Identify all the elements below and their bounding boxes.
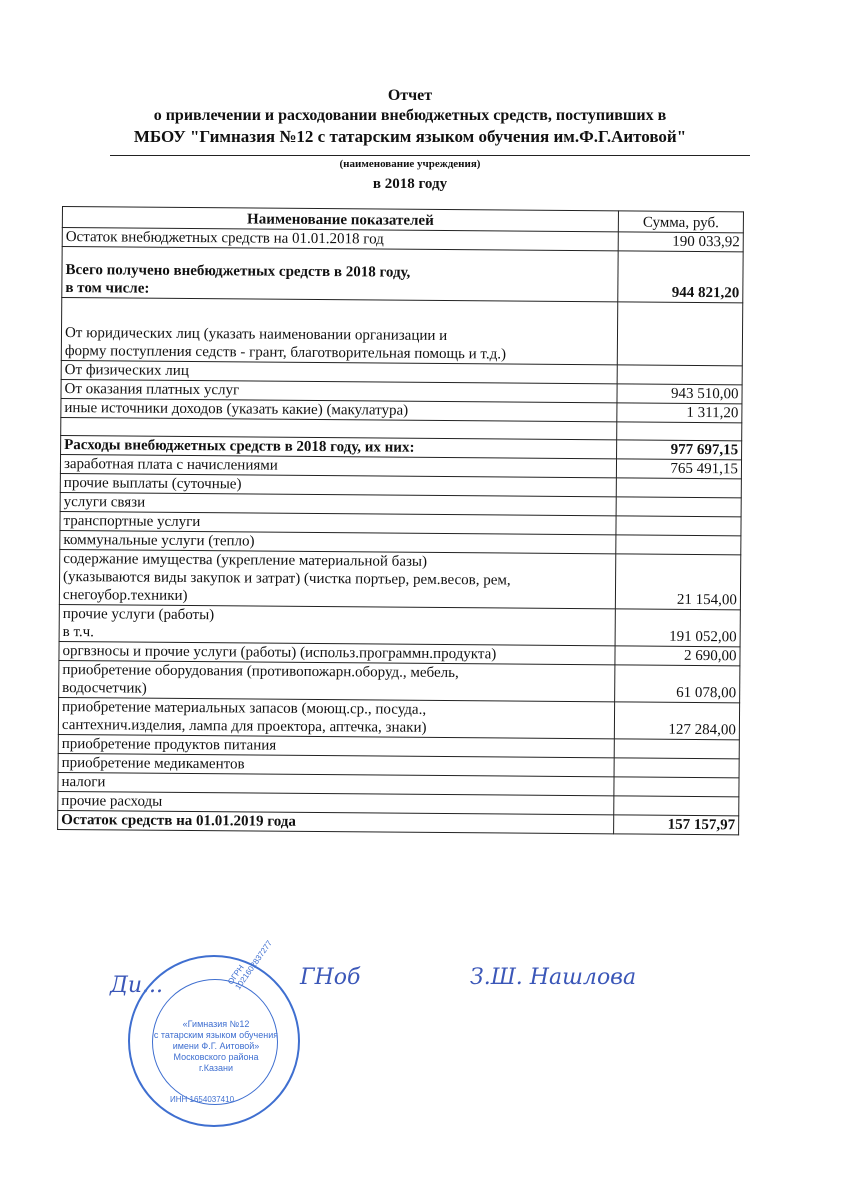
row-label: оргвзносы и прочие услуги (работы) (использ.программн.продукта) bbox=[59, 641, 615, 664]
row-label: прочие выплаты (суточные) bbox=[60, 473, 616, 496]
row-label: приобретение медикаментов bbox=[58, 753, 614, 776]
row-label: Расходы внебюджетных средств в 2018 году, их них: bbox=[61, 435, 617, 458]
institution-underline bbox=[110, 155, 750, 156]
table-row bbox=[58, 810, 739, 834]
row-label: транспортные услуги bbox=[60, 511, 616, 534]
row-label: коммунальные услуги (тепло) bbox=[60, 530, 616, 553]
row-amount: 2 690,00 bbox=[615, 646, 740, 666]
row-amount: 944 821,20 bbox=[618, 251, 743, 303]
row-label: Остаток средств на 01.01.2019 года bbox=[58, 810, 614, 833]
table-row bbox=[62, 247, 743, 303]
table-row bbox=[59, 549, 740, 609]
row-amount bbox=[614, 777, 739, 797]
row-amount bbox=[614, 758, 739, 778]
row-amount: 190 033,92 bbox=[618, 232, 743, 252]
row-label: налоги bbox=[58, 772, 614, 795]
report-period: в 2018 году bbox=[372, 176, 448, 192]
row-amount: 1 311,20 bbox=[617, 403, 742, 423]
row-label: услуги связи bbox=[60, 492, 616, 515]
institution-name: МБОУ "Гимназия №12 с татарским языком обучения им.Ф.Г.Аитовой" bbox=[133, 127, 687, 146]
row-amount bbox=[616, 478, 741, 498]
row-amount bbox=[614, 796, 739, 816]
row-label: прочие услуги (работы) в т.ч. bbox=[59, 604, 615, 645]
report-table bbox=[57, 206, 744, 835]
report-subtitle: о привлечении и расходовании внебюджетных средств, поступивших в bbox=[153, 107, 667, 124]
row-label: приобретение оборудования (противопожарн.оборуд., мебель, водосчетчик) bbox=[59, 660, 615, 701]
stamp-center-text: «Гимназия №12 с татарским языком обучения имени Ф.Г. Аитовой» Московского района г.Казани bbox=[153, 1019, 279, 1073]
institution-caption: (наименование учреждения) bbox=[339, 158, 481, 170]
row-amount bbox=[616, 516, 741, 536]
row-amount bbox=[617, 302, 742, 366]
row-label: приобретение продуктов питания bbox=[58, 734, 614, 757]
row-label: От юридических лиц (указать наименовании организации и форму поступления седств - грант, благотворительная помощь и т.д.) bbox=[61, 298, 617, 365]
row-amount: 157 157,97 bbox=[614, 815, 739, 835]
row-amount bbox=[614, 739, 739, 759]
row-amount: 61 078,00 bbox=[615, 665, 740, 703]
table-row bbox=[58, 697, 739, 739]
row-label: От физических лиц bbox=[61, 360, 617, 383]
signature-1: Ди... bbox=[110, 973, 164, 998]
row-label: Всего получено внебюджетных средств в 2018 году, в том числе: bbox=[62, 247, 618, 302]
table-row bbox=[61, 298, 742, 366]
stamp-ogrn: ОГРН 1021602837277 bbox=[226, 938, 274, 992]
row-amount: 191 052,00 bbox=[615, 609, 740, 647]
table-row bbox=[59, 660, 740, 702]
report-header bbox=[60, 86, 760, 148]
row-amount bbox=[617, 422, 742, 441]
row-label: приобретение материальных запасов (моющ.ср., посуда., сантехнич.изделия, лампа для проектора, аптечка, знаки) bbox=[58, 697, 614, 738]
signature-2: ГНоб bbox=[300, 965, 361, 990]
row-amount bbox=[616, 497, 741, 517]
row-label: прочие расходы bbox=[58, 791, 614, 814]
column-header-sum: Сумма, руб. bbox=[618, 211, 743, 233]
row-amount: 943 510,00 bbox=[617, 384, 742, 404]
row-label: заработная плата с начислениями bbox=[60, 454, 616, 477]
row-amount bbox=[617, 365, 742, 385]
row-amount: 977 697,15 bbox=[617, 440, 742, 460]
report-title: Отчет bbox=[387, 87, 433, 104]
stamp-inn: ИНН 1654037410 bbox=[170, 1095, 235, 1104]
row-amount: 21 154,00 bbox=[615, 554, 740, 610]
column-header-name: Наименование показателей bbox=[62, 207, 618, 232]
row-amount: 127 284,00 bbox=[614, 702, 739, 740]
row-label: иные источники доходов (указать какие) (макулатура) bbox=[61, 398, 617, 421]
signature-3: З.Ш. Нашлова bbox=[470, 965, 637, 990]
row-label: Остаток внебюджетных средств на 01.01.2018 год bbox=[62, 228, 618, 251]
row-label: содержание имущества (укрепление материальной базы) (указываются виды закупок и затрат) (чистка портьер, рем.весов, рем, снегоубор.техники) bbox=[59, 549, 615, 608]
table-row bbox=[59, 604, 740, 646]
report-table-body bbox=[58, 228, 744, 835]
row-label: От оказания платных услуг bbox=[61, 379, 617, 402]
row-amount: 765 491,15 bbox=[616, 459, 741, 479]
row-amount bbox=[616, 535, 741, 555]
